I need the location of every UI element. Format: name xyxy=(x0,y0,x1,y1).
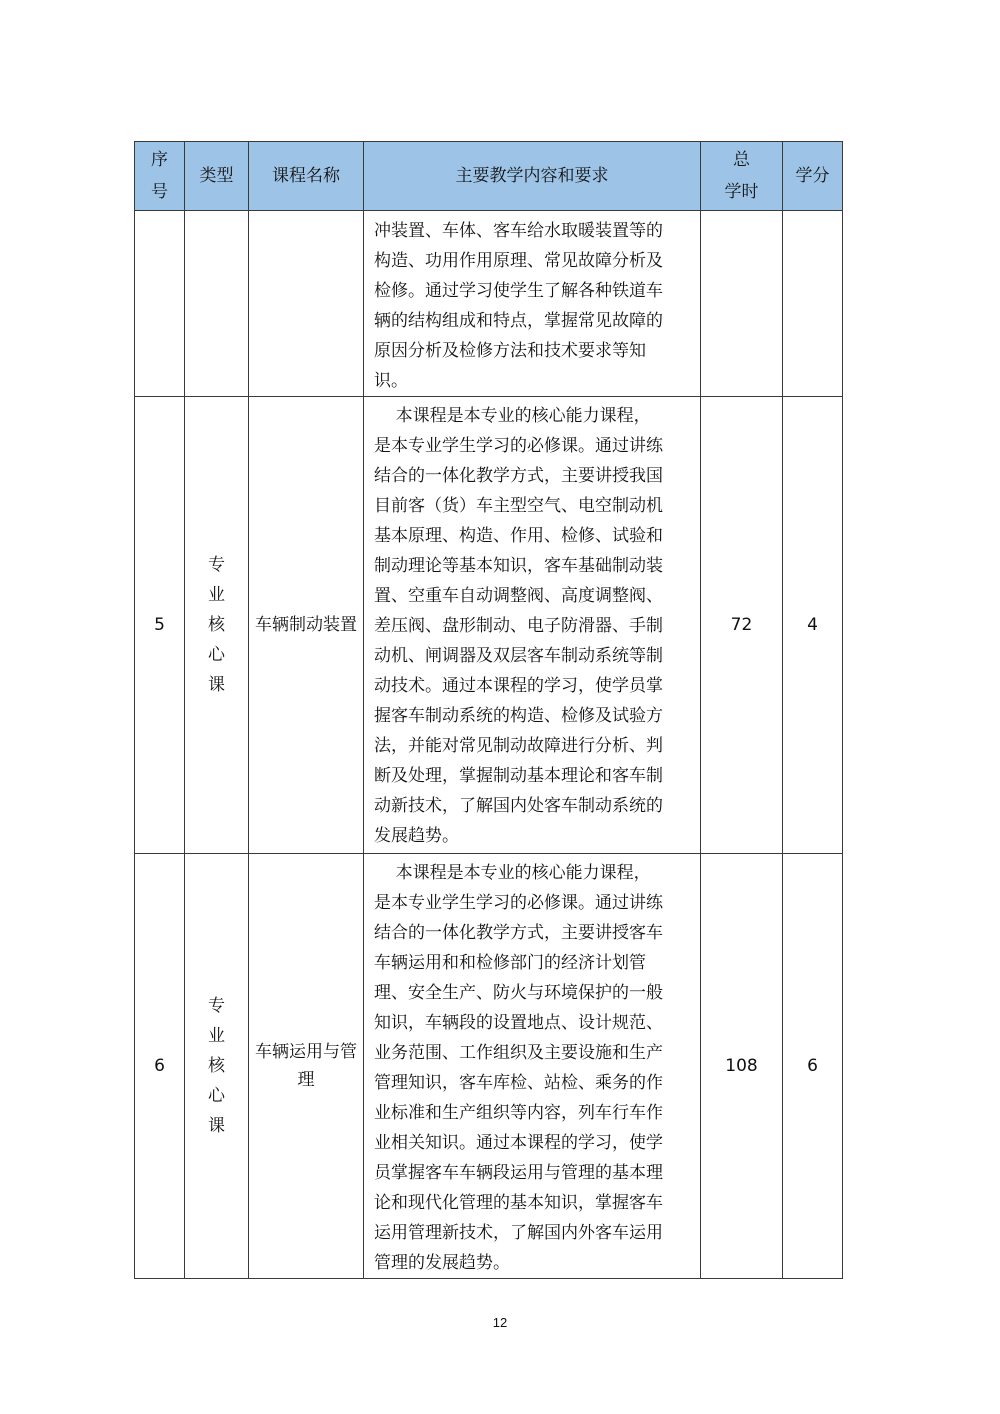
header-hours-line: 总 xyxy=(733,150,750,170)
table-row xyxy=(135,854,843,1279)
type-char: 专 xyxy=(208,996,225,1016)
row-hours xyxy=(701,211,783,397)
row-course-name: 车辆制动装置 xyxy=(249,397,364,854)
row-hours: 72 xyxy=(701,397,783,854)
row-course-name xyxy=(249,211,364,397)
table-row xyxy=(135,211,843,397)
row-content: 本课程是本专业的核心能力课程， 是本专业学生学习的必修课。通过讲练 结合的一体化教学方式，主要讲授我国 目前客（货）车主型空气、电空制动机 基本原理、构造、作用、检修、试验和 制动理论等基本知识，客车基础制动装 置、空重车自动调整阀、高度调整阀、 差压阀、盘形制动、电子防滑器、手制 动机、闸调器及双层客车制动系统等制 动技术。通过本课程的学习，使学员掌 握客车制动系统的构造、检修及试验方 法，并能对常见制动故障进行分析、判 断及处理，掌握制动基本理论和客车制 动新技术，了解国内处客车制动系统的 发展趋势。 xyxy=(364,397,701,854)
type-char: 课 xyxy=(208,1116,225,1136)
header-index-line: 序 xyxy=(151,150,168,170)
row-type xyxy=(185,397,249,854)
type-char: 心 xyxy=(208,1086,225,1106)
type-char: 核 xyxy=(208,615,225,635)
header-content: 主要教学内容和要求 xyxy=(364,142,701,211)
header-index xyxy=(135,142,185,211)
row-index xyxy=(135,211,185,397)
row-type xyxy=(185,211,249,397)
header-index-line: 号 xyxy=(151,182,168,202)
course-table xyxy=(134,141,843,1279)
type-char: 心 xyxy=(208,645,225,665)
header-type: 类型 xyxy=(185,142,249,211)
row-credits: 4 xyxy=(783,397,843,854)
header-credits: 学分 xyxy=(783,142,843,211)
type-char: 业 xyxy=(208,585,225,605)
header-row xyxy=(135,142,843,211)
table-row xyxy=(135,397,843,854)
header-hours xyxy=(701,142,783,211)
row-credits: 6 xyxy=(783,854,843,1279)
row-index: 5 xyxy=(135,397,185,854)
page-number: 12 xyxy=(492,1315,508,1330)
row-type xyxy=(185,854,249,1279)
type-char: 业 xyxy=(208,1026,225,1046)
row-content: 本课程是本专业的核心能力课程， 是本专业学生学习的必修课。通过讲练 结合的一体化教学方式，主要讲授客车 车辆运用和和检修部门的经济计划管 理、安全生产、防火与环境保护的一般 知识，车辆段的设置地点、设计规范、 业务范围、工作组织及主要设施和生产 管理知识，客车库检、站检、乘务的作 业标准和生产组织等内容，列车行车作 业相关知识。通过本课程的学习，使学 员掌握客车车辆段运用与管理的基本理 论和现代化管理的基本知识，掌握客车 运用管理新技术，了解国内外客车运用 管理的发展趋势。 xyxy=(364,854,701,1279)
row-credits xyxy=(783,211,843,397)
row-hours: 108 xyxy=(701,854,783,1279)
header-course-name: 课程名称 xyxy=(249,142,364,211)
row-content: 冲装置、车体、客车给水取暖装置等的 构造、功用作用原理、常见故障分析及 检修。通过学习使学生了解各种铁道车 辆的结构组成和特点，掌握常见故障的 原因分析及检修方法和技术要求等知 识。 xyxy=(364,211,701,397)
row-index: 6 xyxy=(135,854,185,1279)
header-hours-line: 学时 xyxy=(724,182,759,202)
row-course-name: 车辆运用与管理 xyxy=(249,854,364,1279)
type-char: 核 xyxy=(208,1056,225,1076)
type-char: 课 xyxy=(208,675,225,695)
type-char: 专 xyxy=(208,555,225,575)
